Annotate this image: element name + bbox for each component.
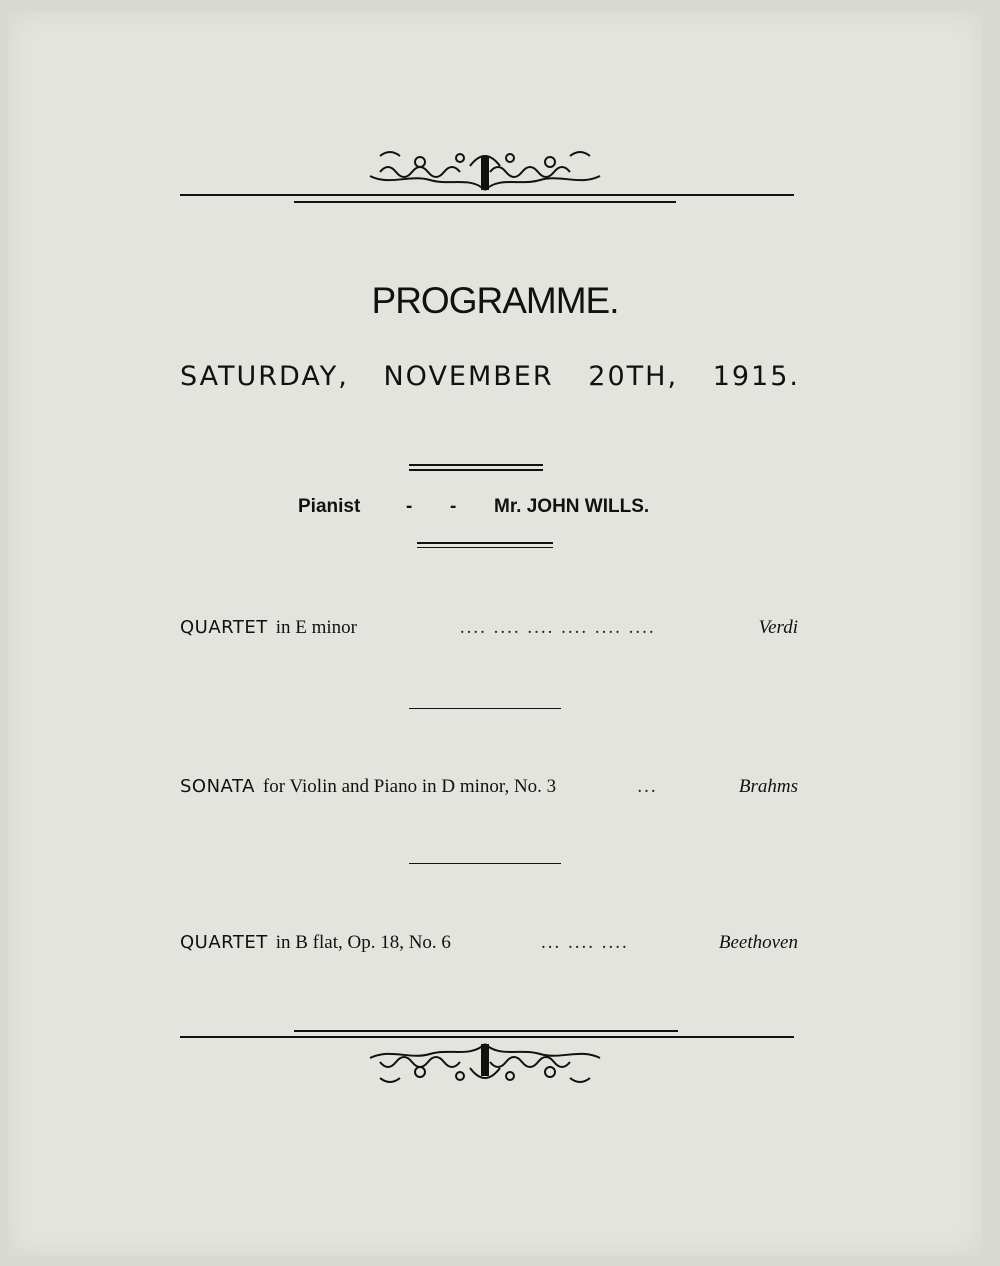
item-leader: ... .... .... bbox=[541, 932, 629, 953]
scroll-ornament-icon bbox=[360, 1040, 610, 1086]
performer-role: Pianist bbox=[298, 496, 361, 517]
programme-item-1 bbox=[180, 617, 798, 639]
performer-dash-1: - bbox=[406, 496, 413, 517]
bottom-rule-short bbox=[294, 1030, 678, 1032]
double-rule-top-a bbox=[409, 464, 543, 466]
performer-name: Mr. JOHN WILLS. bbox=[494, 496, 650, 517]
date-day: 20TH, bbox=[588, 361, 679, 392]
item-composer: Beethoven bbox=[718, 932, 798, 953]
double-rule-top-b bbox=[409, 469, 543, 471]
item-work: SONATA bbox=[180, 776, 255, 797]
performer-dash-2: - bbox=[450, 496, 457, 517]
date-month: NOVEMBER bbox=[383, 361, 554, 392]
scroll-ornament-icon bbox=[360, 146, 610, 194]
item-work: QUARTET bbox=[180, 617, 268, 638]
date-weekday: SATURDAY, bbox=[180, 361, 349, 392]
item-leader: .... .... .... .... .... .... bbox=[459, 617, 656, 638]
item-divider-1 bbox=[409, 708, 561, 709]
item-description: in B flat, Op. 18, No. 6 bbox=[275, 932, 451, 953]
double-rule-bottom-b bbox=[417, 547, 553, 548]
top-rule-short bbox=[294, 201, 676, 203]
programme-date bbox=[180, 361, 800, 392]
item-work: QUARTET bbox=[180, 932, 268, 953]
item-description: in E minor bbox=[275, 617, 357, 638]
programme-page bbox=[8, 12, 982, 1256]
item-composer: Verdi bbox=[758, 617, 798, 638]
item-divider-2 bbox=[409, 863, 561, 864]
item-leader: ... bbox=[637, 776, 658, 797]
page-title: PROGRAMME. bbox=[371, 280, 619, 321]
programme-item-2 bbox=[180, 776, 798, 798]
double-rule-bottom-a bbox=[417, 542, 553, 544]
item-description: for Violin and Piano in D minor, No. 3 bbox=[262, 776, 557, 797]
item-composer: Brahms bbox=[738, 776, 798, 797]
programme-item-3 bbox=[180, 932, 798, 954]
date-year: 1915. bbox=[712, 361, 800, 392]
top-rule-long bbox=[180, 194, 794, 196]
bottom-rule-long bbox=[180, 1036, 794, 1038]
